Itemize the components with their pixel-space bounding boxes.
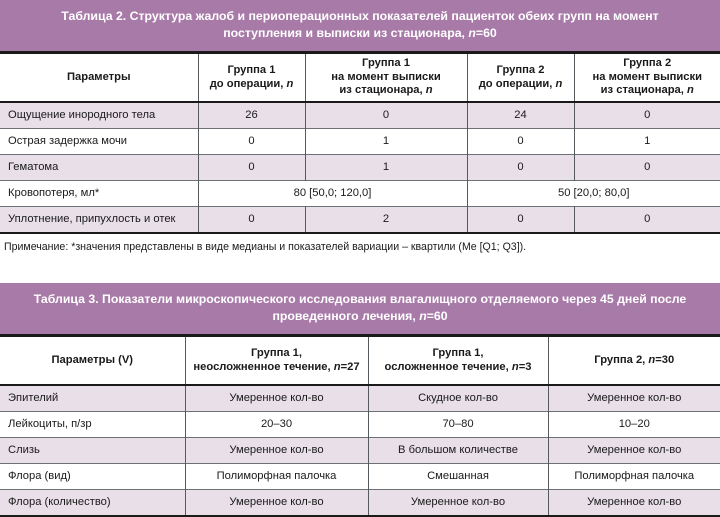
table-2-caption	[0, 0, 720, 54]
col-label-line2-tail: =3	[518, 360, 532, 373]
table-row	[0, 385, 720, 411]
row-cell: Умеренное кол-во	[368, 489, 548, 515]
table-2-col-group2-post	[574, 54, 720, 102]
col-label-line1: Параметры	[66, 70, 131, 83]
row-cell: Умеренное кол-во	[548, 489, 720, 515]
row-param: Гематома	[0, 154, 198, 180]
col-label-line1-tail: =30	[655, 353, 675, 366]
table-3	[0, 337, 720, 515]
col-label-line1: Группа 1,	[432, 347, 484, 359]
col-label-line2-n: n	[286, 77, 294, 90]
table-2-header-row	[0, 54, 720, 102]
row-cell: 0	[198, 206, 305, 232]
row-cell-merged: 80 [50,0; 120,0]	[198, 180, 467, 206]
col-label-line3-n: n	[425, 84, 433, 97]
table-row	[0, 128, 720, 154]
col-label-line2-n: n	[555, 77, 563, 90]
table-2-body	[0, 102, 720, 232]
row-cell: 0	[467, 128, 574, 154]
col-label-line1: Параметры (V)	[51, 353, 134, 366]
col-label-line2-tail: =27	[340, 360, 360, 373]
row-cell: 0	[467, 206, 574, 232]
row-param: Кровопотеря, мл*	[0, 180, 198, 206]
row-cell: Умеренное кол-во	[548, 385, 720, 411]
col-label-line2: неосложненное течение,	[193, 360, 334, 373]
table-3-caption-tail: =60	[426, 309, 448, 323]
table-2-caption-n: n	[468, 26, 476, 40]
col-label-line2: на момент выписки	[331, 70, 441, 83]
table-row	[0, 154, 720, 180]
table-row	[0, 437, 720, 463]
col-label-line2: до операции,	[478, 77, 556, 90]
row-cell: 0	[574, 102, 720, 128]
col-label-line2-n: n	[333, 360, 341, 373]
table-row	[0, 411, 720, 437]
row-cell: Умеренное кол-во	[185, 489, 368, 515]
table-gap	[0, 261, 720, 283]
row-cell: 0	[198, 154, 305, 180]
table-3-caption-n: n	[419, 309, 427, 323]
row-cell: Умеренное кол-во	[185, 437, 368, 463]
row-param: Эпителий	[0, 385, 185, 411]
table-3-caption	[0, 283, 720, 337]
table-2-note: Примечание: *значения представлены в виде медианы и показателей вариации – квартили (Me [Q1; Q3]).	[0, 232, 720, 261]
table-3-col-group1-complicated	[368, 337, 548, 385]
col-label-line1: Группа 1	[362, 57, 410, 70]
row-cell: 0	[198, 128, 305, 154]
row-cell: Полиморфная палочка	[185, 463, 368, 489]
col-label-line1: Группа 2	[623, 57, 672, 70]
row-cell: 0	[467, 154, 574, 180]
table-3-col-group2	[548, 337, 720, 385]
table-2-caption-tail: =60	[475, 26, 497, 40]
col-label-line3: из стационара,	[339, 84, 426, 97]
col-label-line1: Группа 1,	[251, 347, 302, 359]
row-cell: Скудное кол-во	[368, 385, 548, 411]
row-cell: Умеренное кол-во	[185, 385, 368, 411]
col-label-line2: до операции,	[209, 77, 287, 90]
col-label-line1-n: n	[648, 353, 656, 366]
col-label-line1: Группа 2,	[594, 353, 649, 366]
col-label-line1: Группа 1	[227, 64, 276, 76]
row-param: Флора (вид)	[0, 463, 185, 489]
table-3-col-group1-uncomplicated	[185, 337, 368, 385]
row-param: Флора (количество)	[0, 489, 185, 515]
table-3-block	[0, 283, 720, 517]
table-row	[0, 180, 720, 206]
row-cell-merged: 50 [20,0; 80,0]	[467, 180, 720, 206]
table-2	[0, 54, 720, 232]
col-label-line2: на момент выписки	[592, 70, 702, 83]
row-cell: 24	[467, 102, 574, 128]
row-cell: 1	[305, 128, 467, 154]
col-label-line1: Группа 2	[496, 64, 545, 76]
row-param: Уплотнение, припухлость и отек	[0, 206, 198, 232]
row-cell: В большом количестве	[368, 437, 548, 463]
table-row	[0, 489, 720, 515]
col-label-line3-n: n	[686, 84, 694, 97]
table-2-col-group1-pre	[198, 54, 305, 102]
row-cell: 26	[198, 102, 305, 128]
row-param: Слизь	[0, 437, 185, 463]
row-cell: 2	[305, 206, 467, 232]
row-cell: Полиморфная палочка	[548, 463, 720, 489]
row-cell: 20–30	[185, 411, 368, 437]
row-cell: 0	[574, 206, 720, 232]
table-3-header-row	[0, 337, 720, 385]
row-cell: 70–80	[368, 411, 548, 437]
table-2-col-group2-pre	[467, 54, 574, 102]
row-cell: Смешанная	[368, 463, 548, 489]
col-label-line3: из стационара,	[600, 84, 687, 97]
row-param: Острая задержка мочи	[0, 128, 198, 154]
table-3-caption-text: Таблица 3. Показатели микроскопического исследования влагалищного отделяемого через 45 дней после проведенного лечения,	[33, 292, 687, 323]
table-row	[0, 206, 720, 232]
table-2-caption-text: Таблица 2. Структура жалоб и периоперационных показателей пациенток обеих групп на момент поступления и выписки из стационара,	[61, 9, 659, 40]
table-3-col-params	[0, 337, 185, 385]
row-cell: Умеренное кол-во	[548, 437, 720, 463]
table-2-col-params	[0, 54, 198, 102]
row-param: Лейкоциты, п/зр	[0, 411, 185, 437]
col-label-line2: осложненное течение,	[384, 360, 512, 373]
row-cell: 1	[305, 154, 467, 180]
row-cell: 10–20	[548, 411, 720, 437]
row-cell: 0	[305, 102, 467, 128]
table-row	[0, 102, 720, 128]
col-label-line2-n: n	[511, 360, 519, 373]
table-2-col-group1-post	[305, 54, 467, 102]
table-3-body	[0, 385, 720, 515]
table-row	[0, 463, 720, 489]
row-cell: 0	[574, 154, 720, 180]
row-cell: 1	[574, 128, 720, 154]
row-param: Ощущение инородного тела	[0, 102, 198, 128]
